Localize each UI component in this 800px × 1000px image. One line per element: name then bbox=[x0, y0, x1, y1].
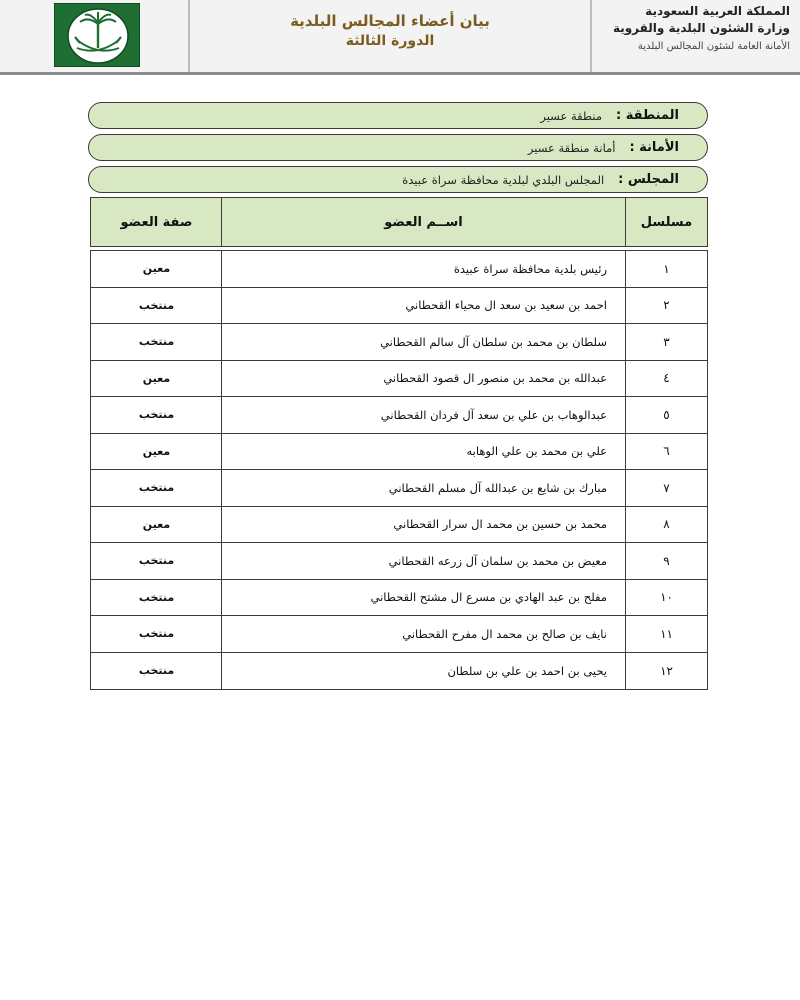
row-serial: ١١ bbox=[625, 616, 707, 652]
row-member-name: معيض بن محمد بن سلمان آل زرعه القحطاني bbox=[221, 543, 625, 579]
council-label: المجلس : bbox=[618, 172, 679, 187]
table-row bbox=[91, 251, 707, 288]
row-member-role: منتخب bbox=[138, 590, 175, 604]
municipality-value: أمانة منطقة عسير bbox=[527, 140, 616, 155]
row-member-name: محمد بن حسين بن محمد ال سرار القحطاني bbox=[221, 507, 625, 543]
region-label: المنطقة : bbox=[616, 108, 679, 123]
table-row bbox=[91, 616, 707, 653]
members-table-header bbox=[90, 197, 708, 247]
header-serial: مسلسل bbox=[625, 198, 707, 246]
header-member-role: صفة العضو bbox=[120, 214, 193, 230]
row-member-role: منتخب bbox=[138, 298, 175, 312]
org-name-secretariat: الأمانة العامة لشئون المجالس البلدية bbox=[637, 41, 790, 52]
org-name-ministry: وزارة الشئون البلدية والقروية bbox=[612, 21, 790, 35]
row-serial: ٨ bbox=[625, 507, 707, 543]
row-member-name: عبدالله بن محمد بن منصور ال قصود القحطاني bbox=[221, 361, 625, 397]
table-row bbox=[91, 434, 707, 471]
org-name-kingdom: المملكة العربية السعودية bbox=[645, 4, 790, 18]
row-member-name: رئيس بلدية محافظة سراة عبيدة bbox=[221, 251, 625, 287]
row-member-role: منتخب bbox=[138, 554, 175, 568]
table-row bbox=[91, 507, 707, 544]
row-member-name: سلطان بن محمد بن سلطان آل سالم القحطاني bbox=[221, 324, 625, 360]
table-row bbox=[91, 470, 707, 507]
municipality-bar bbox=[88, 134, 708, 161]
region-value: منطقة عسير bbox=[540, 108, 602, 123]
row-serial: ٧ bbox=[625, 470, 707, 506]
row-serial: ٢ bbox=[625, 288, 707, 324]
document-subtitle: الدورة الثالثة bbox=[345, 33, 435, 49]
table-row bbox=[91, 288, 707, 325]
logo-block bbox=[0, 0, 188, 72]
table-row bbox=[91, 397, 707, 434]
row-member-name: عبدالوهاب بن علي بن سعد آل فردان القحطاني bbox=[221, 397, 625, 433]
row-member-role: منتخب bbox=[138, 664, 175, 678]
row-serial: ٦ bbox=[625, 434, 707, 470]
row-serial: ٤ bbox=[625, 361, 707, 397]
municipality-label: الأمانة : bbox=[629, 140, 679, 155]
saudi-emblem-palm-swords-icon bbox=[54, 3, 140, 67]
members-table-body bbox=[90, 250, 708, 690]
council-bar bbox=[88, 166, 708, 193]
row-serial: ٣ bbox=[625, 324, 707, 360]
row-member-role: منتخب bbox=[138, 627, 175, 641]
row-serial: ٥ bbox=[625, 397, 707, 433]
header-member-name: اســم العضو bbox=[221, 198, 625, 246]
document-title-block bbox=[188, 0, 590, 72]
table-row bbox=[91, 324, 707, 361]
row-member-name: علي بن محمد بن علي الوهابه bbox=[221, 434, 625, 470]
row-member-role: معين bbox=[142, 371, 171, 385]
row-member-role: معين bbox=[142, 262, 171, 276]
row-member-name: مفلح بن عبد الهادي بن مسرع ال مشتح القحطاني bbox=[221, 580, 625, 616]
row-member-name: نايف بن صالح بن محمد ال مفرح القحطاني bbox=[221, 616, 625, 652]
row-serial: ١٠ bbox=[625, 580, 707, 616]
row-serial: ١٢ bbox=[625, 653, 707, 690]
row-serial: ١ bbox=[625, 251, 707, 287]
table-row bbox=[91, 653, 707, 690]
table-row bbox=[91, 543, 707, 580]
document-header bbox=[0, 0, 800, 75]
row-serial: ٩ bbox=[625, 543, 707, 579]
row-member-role: منتخب bbox=[138, 481, 175, 495]
row-member-name: يحيى بن احمد بن علي بن سلطان bbox=[221, 653, 625, 690]
table-row bbox=[91, 361, 707, 398]
region-bar bbox=[88, 102, 708, 129]
row-member-name: مبارك بن شايع بن عبدالله آل مسلم القحطاني bbox=[221, 470, 625, 506]
row-member-role: منتخب bbox=[138, 335, 175, 349]
council-value: المجلس البلدي لبلدية محافظة سراة عبيدة bbox=[402, 172, 605, 187]
row-member-name: احمد بن سعيد بن سعد ال محياء القحطاني bbox=[221, 288, 625, 324]
row-member-role: منتخب bbox=[138, 408, 175, 422]
organization-block bbox=[590, 0, 800, 72]
document-title: بيان أعضاء المجالس البلدية bbox=[290, 12, 490, 30]
row-member-role: معين bbox=[142, 517, 171, 531]
table-row bbox=[91, 580, 707, 617]
row-member-role: معين bbox=[142, 444, 171, 458]
